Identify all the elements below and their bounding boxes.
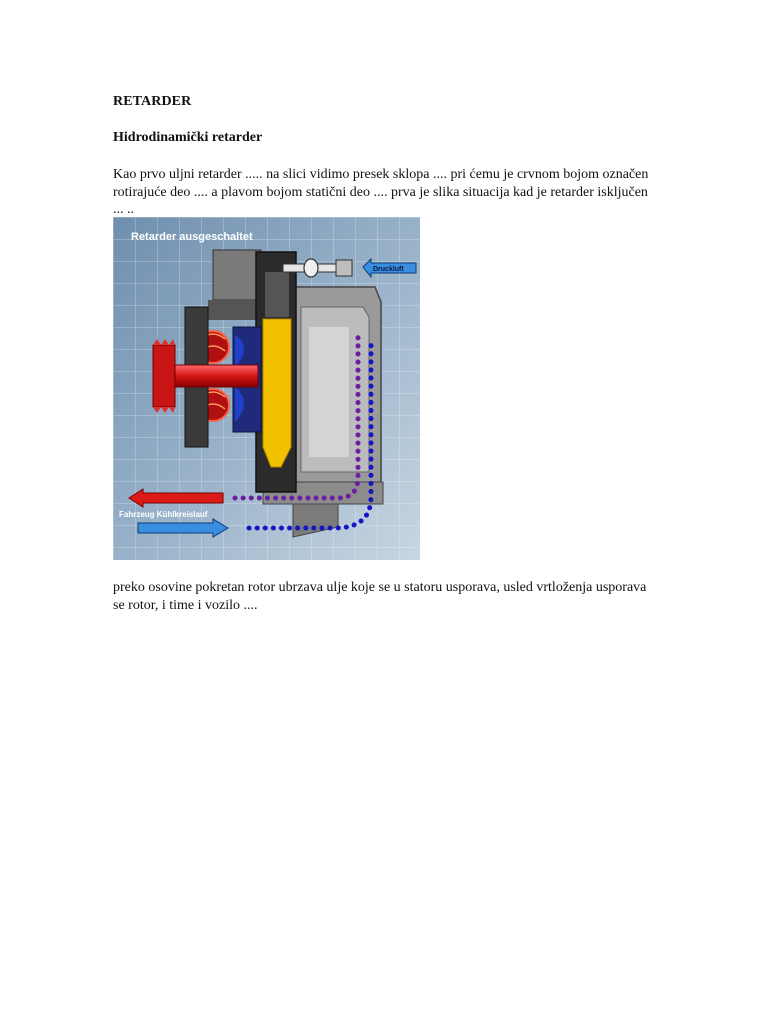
air-inlet-label: Druckluft — [373, 266, 404, 273]
document-title: RETARDER — [113, 94, 192, 109]
coolant-circuit-label: Fahrzeug Kühlkreislauf — [119, 510, 208, 519]
paragraph-explanation: preko osovine pokretan rotor ubrzava ulje koje se u statoru usporava, usled vrtloženja usporava se rotor, i time i vozilo .... — [113, 580, 647, 613]
figure-heading: Retarder ausgeschaltet — [131, 231, 253, 243]
oil-chamber — [256, 252, 296, 492]
section-heading: Hidrodinamički retarder — [113, 130, 263, 145]
paragraph-intro: Kao prvo uljni retarder ..... na slici vidimo presek sklopa .... pri ćemu je crvnom bojom označen rotirajuće deo .... a plavom bojom statični deo .... prva je slika situacija kad je retarder isključen ... .. — [113, 167, 649, 217]
retarder-figure — [113, 217, 420, 560]
